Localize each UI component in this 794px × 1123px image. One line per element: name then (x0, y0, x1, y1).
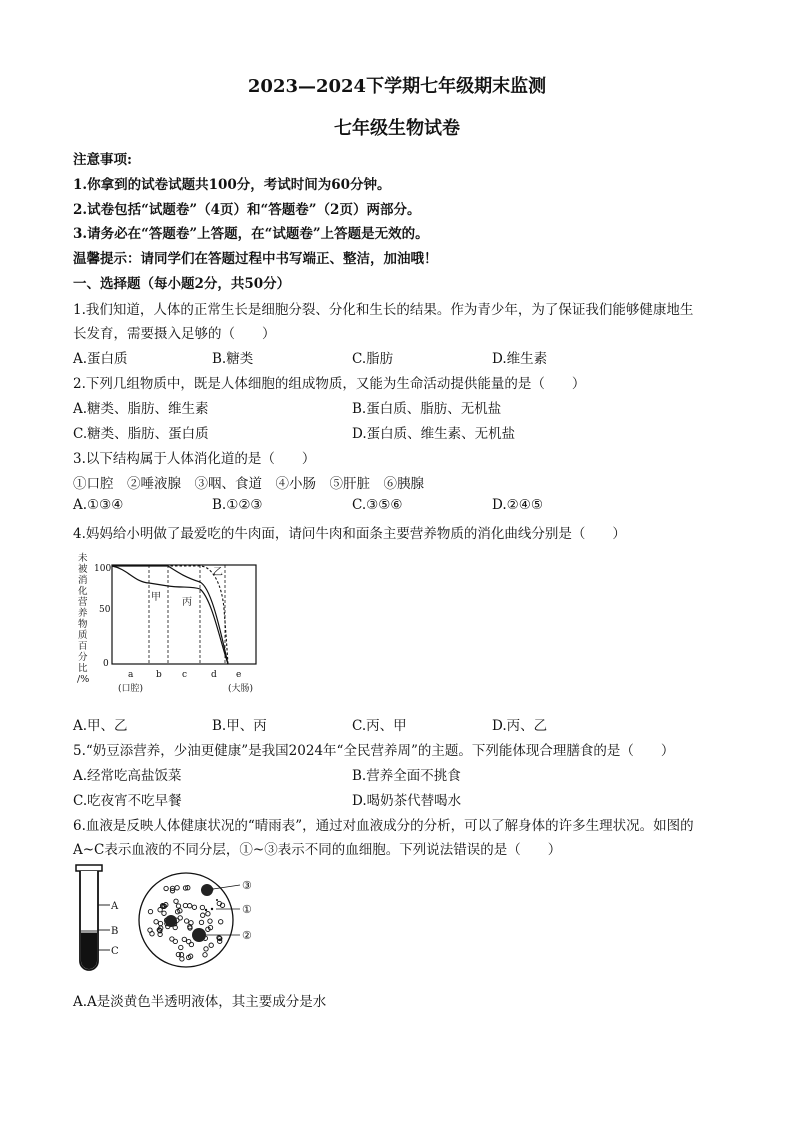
option-c: C.脂肪 (352, 351, 394, 367)
option-b: B.营养全面不挑食 (352, 768, 461, 784)
option-b: B.糖类 (212, 351, 254, 367)
ylabel-char: /% (77, 674, 90, 685)
option-c: C.丙、甲 (352, 718, 407, 734)
blood-figure (72, 863, 272, 978)
tube-label-a: A (111, 901, 119, 912)
ylabel-char: 未 (78, 553, 88, 564)
digestion-curve-figure (72, 549, 262, 699)
curve-bing (112, 566, 228, 664)
option-a: A.糖类、脂肪、维生素 (73, 401, 209, 417)
question-stem: 长发育，需要摄入足够的（ ） (73, 326, 276, 342)
xnote-label: (大肠) (228, 684, 254, 694)
tube-label-b: B (111, 926, 119, 937)
option-b: B.蛋白质、脂肪、无机盐 (352, 401, 502, 417)
xtick-label: b (156, 670, 162, 680)
ytick-label: 100 (94, 564, 112, 574)
xtick-label: d (211, 670, 217, 680)
ytick-label: 50 (99, 605, 111, 615)
ylabel-char: 被 (78, 564, 88, 575)
notice-item: 1.你拿到的试卷试题共100分，考试时间为60分钟。 (73, 177, 391, 193)
option-d: D.维生素 (492, 351, 548, 367)
curve-jia (112, 566, 228, 664)
ylabel-char: 营 (78, 597, 88, 608)
plot-frame (112, 565, 256, 664)
xnote-label: (口腔) (118, 684, 144, 694)
option-d: D.喝奶茶代替喝水 (352, 793, 462, 809)
curve-label-jia: 甲 (151, 592, 161, 603)
option-a: A.①③④ (73, 497, 124, 513)
cell-label-2: ② (242, 929, 252, 942)
option-d: D.蛋白质、维生素、无机盐 (352, 426, 516, 442)
ylabel-char: 物 (78, 619, 88, 630)
ylabel-char: 百 (78, 641, 88, 652)
ytick-label: 0 (103, 659, 109, 669)
option-b: B.甲、丙 (212, 718, 267, 734)
xtick-label: c (182, 670, 188, 680)
notice-tip: 温馨提示：请同学们在答题过程中书写端正、整洁，加油哦！ (73, 251, 438, 267)
cell-label-3: ③ (242, 879, 252, 892)
question-stem: 5.“奶豆添营养，少油更健康”是我国2024年“全民营养周”的主题。下列能体现合理膳食的是（ ） (73, 743, 675, 759)
xtick-label: a (128, 670, 134, 680)
xtick-label: e (236, 670, 242, 680)
test-tube (76, 865, 102, 970)
question-stem: A~C表示血液的不同分层，①~③表示不同的血细胞。下列说法错误的是（ ） (73, 842, 562, 858)
option-a: A.A是淡黄色半透明液体，其主要成分是水 (73, 994, 327, 1010)
notice-heading: 注意事项: (73, 152, 132, 168)
question-stem: 3.以下结构属于人体消化道的是（ ） (73, 451, 316, 467)
option-a: A.经常吃高盐饭菜 (73, 768, 182, 784)
ylabel-char: 质 (78, 630, 88, 641)
page-title: 2023—2024下学期七年级期末监测 (247, 76, 547, 97)
cell-label-1: ① (242, 903, 252, 916)
question-stem: 2.下列几组物质中，既是人体细胞的组成物质，又能为生命活动提供能量的是（ ） (73, 376, 586, 392)
option-c: C.③⑤⑥ (352, 497, 403, 513)
option-c: C.吃夜宵不吃早餐 (73, 793, 182, 809)
notice-item: 2.试卷包括“试题卷”（4页）和“答题卷”（2页）两部分。 (73, 202, 421, 218)
question-stem: 1.我们知道，人体的正常生长是细胞分裂、分化和生长的结果。作为青少年，为了保证我们能够健康地生 (73, 302, 694, 318)
option-a: A.甲、乙 (73, 718, 128, 734)
ylabel-char: 比 (78, 663, 88, 674)
page-subtitle: 七年级生物试卷 (334, 118, 460, 139)
option-a: A.蛋白质 (73, 351, 128, 367)
option-c: C.糖类、脂肪、蛋白质 (73, 426, 209, 442)
tube-label-c: C (111, 946, 119, 957)
question-stem: ①口腔 ②唾液腺 ③咽、食道 ④小肠 ⑤肝脏 ⑥胰腺 (73, 476, 424, 492)
curve-yi (112, 566, 228, 664)
option-b: B.①②③ (212, 497, 263, 513)
question-stem: 6.血液是反映人体健康状况的“晴雨表”，通过对血液成分的分析，可以了解身体的许多生理状况。如图的 (73, 818, 694, 834)
question-stem: 4.妈妈给小明做了最爱吃的牛肉面，请问牛肉和面条主要营养物质的消化曲线分别是（ ） (73, 526, 626, 542)
ylabel-char: 养 (78, 608, 88, 619)
curve-label-bing: 丙 (182, 597, 192, 608)
notice-item: 3.请务必在“答题卷”上答题，在“试题卷”上答题是无效的。 (73, 226, 429, 242)
section-title: 一、选择题（每小题2分，共50分） (73, 276, 291, 292)
option-d: D.丙、乙 (492, 718, 548, 734)
ylabel-char: 消 (78, 575, 88, 586)
curve-label-yi: 乙 (213, 567, 223, 578)
option-d: D.②④⑤ (492, 497, 543, 513)
ylabel-char: 化 (78, 586, 88, 597)
ylabel-char: 分 (78, 652, 88, 663)
